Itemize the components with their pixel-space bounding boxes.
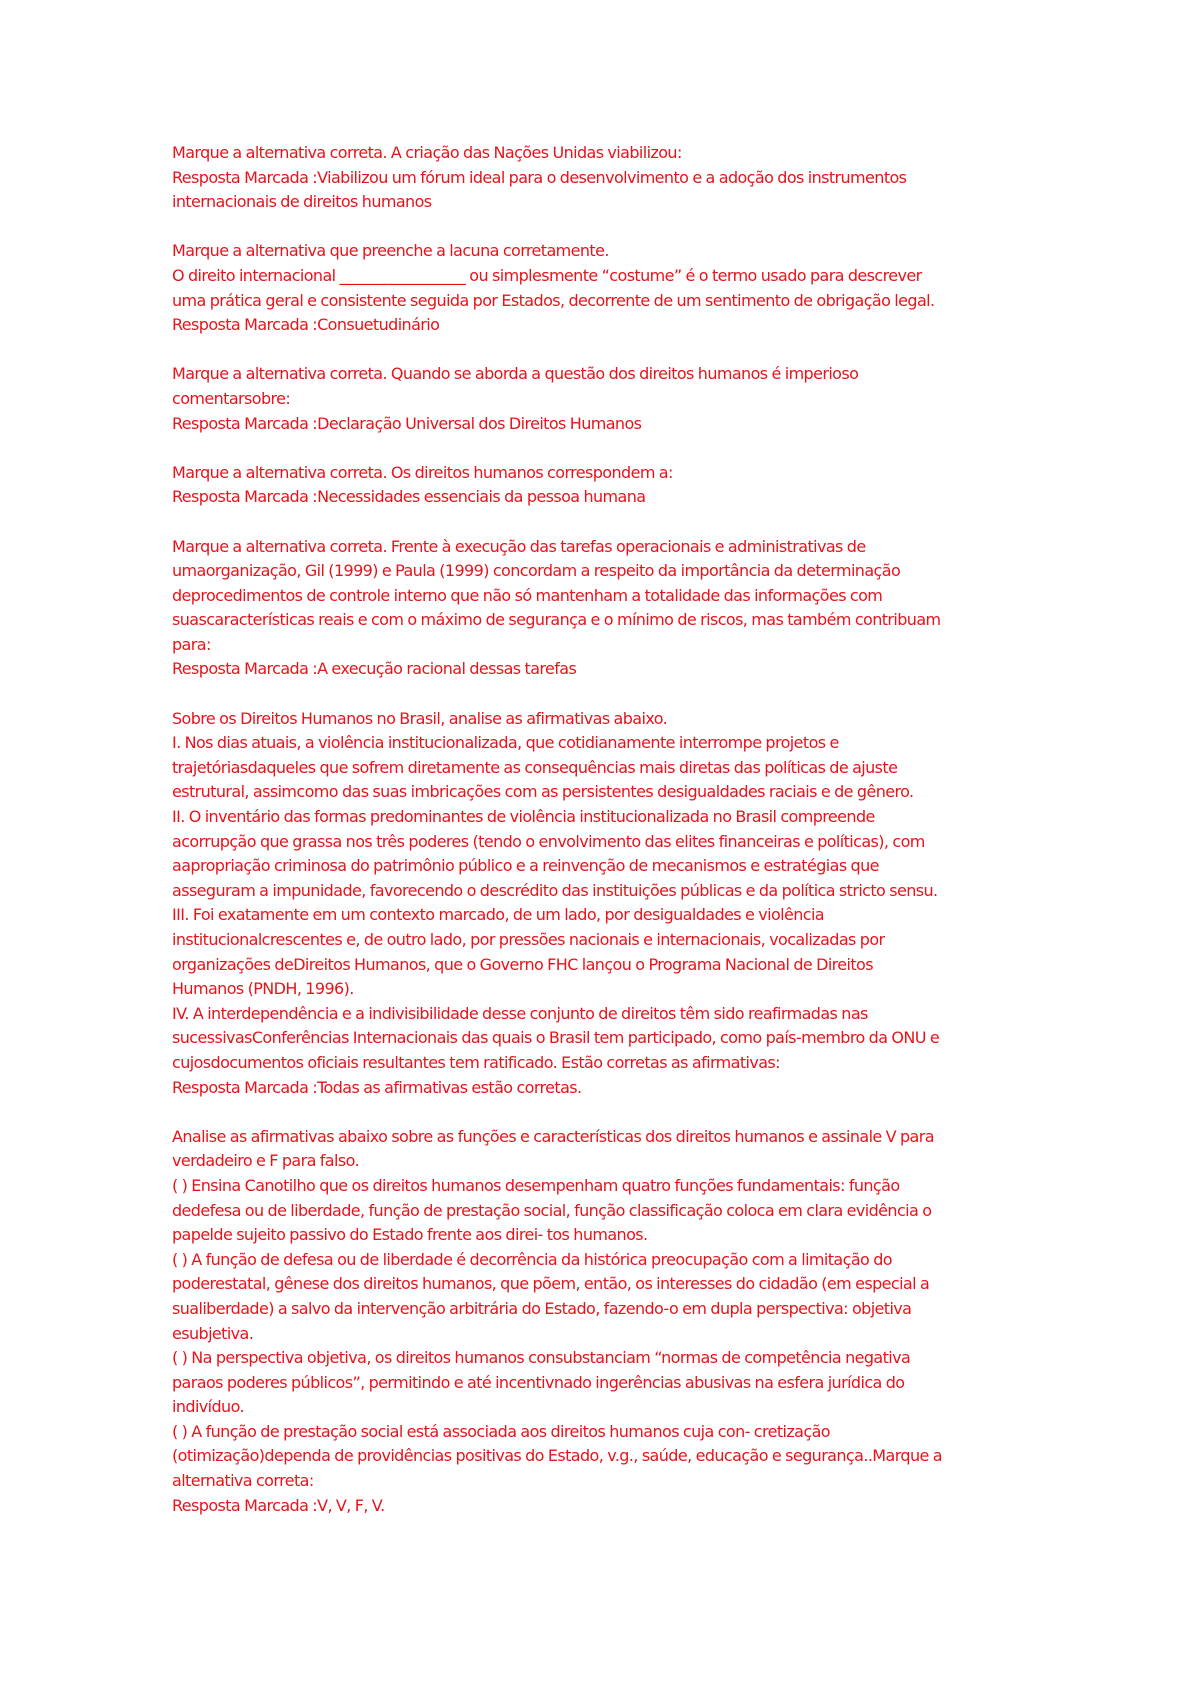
- document-page: [172, 141, 1040, 1518]
- statement-1: papelde sujeito passivo do Estado frente aos direi- tos humanos.: [172, 1225, 648, 1245]
- question-text: suascaracterísticas reais e com o máximo de segurança e o mínimo de riscos, mas também contribuam: [172, 610, 941, 630]
- statement-2: esubjetiva.: [172, 1323, 254, 1343]
- statement-4: (otimização)dependa de providências positivas do Estado, v.g., saúde, educação e segurança..Marque a: [172, 1446, 942, 1466]
- marked-answer: Resposta Marcada :A execução racional dessas tarefas: [172, 659, 577, 679]
- statement-3: ( ) Na perspectiva objetiva, os direitos humanos consubstanciam “normas de competência negativa: [172, 1348, 911, 1368]
- statement-2: sualiberdade) a salvo da intervenção arbitrária do Estado, fazendo-o em dupla perspectiva: objetiva: [172, 1298, 912, 1318]
- question-text: Marque a alternativa correta. Os direitos humanos correspondem a:: [172, 462, 673, 482]
- marked-answer: Resposta Marcada :Declaração Universal dos Direitos Humanos: [172, 413, 642, 433]
- statement-4: ( ) A função de prestação social está associada aos direitos humanos cuja con- cretização: [172, 1421, 830, 1441]
- statement-iii: institucionalcrescentes e, de outro lado, por pressões nacionais e internacionais, vocalizadas por: [172, 930, 885, 949]
- question-text: uma prática geral e consistente seguida por Estados, decorrente de um sentimento de obrigação legal.: [172, 290, 935, 310]
- question-block-4: [172, 461, 1040, 510]
- question-text: Marque a alternativa correta. A criação das Nações Unidas viabilizou:: [172, 143, 682, 162]
- statement-3: indivíduo.: [172, 1397, 244, 1417]
- statement-i: estrutural, assimcomo das suas imbricações com as persistentes desigualdades raciais e de gênero.: [172, 782, 914, 802]
- question-block-5: [172, 535, 1040, 683]
- block-spacer: [172, 510, 1040, 535]
- question-block-3: [172, 362, 1040, 436]
- question-text: O direito internacional _________________ ou simplesmente “costume” é o termo usado para descrever: [172, 265, 922, 285]
- question-text: Marque a alternativa correta. Quando se aborda a questão dos direitos humanos é imperioso: [172, 364, 859, 384]
- question-block-6: [172, 707, 1040, 1101]
- question-text: alternativa correta:: [172, 1471, 314, 1491]
- statement-ii: asseguram a impunidade, favorecendo o descrédito das instituições públicas e da política stricto sensu.: [172, 880, 938, 900]
- question-text: Marque a alternativa que preenche a lacuna corretamente.: [172, 241, 609, 261]
- statement-1: ( ) Ensina Canotilho que os direitos humanos desempenham quatro funções fundamentais: função: [172, 1175, 900, 1195]
- statement-1: dedefesa ou de liberdade, função de prestação social, função classificação coloca em clara evidência o: [172, 1200, 932, 1220]
- statement-iii: Humanos (PNDH, 1996).: [172, 979, 354, 999]
- marked-answer-continued: internacionais de direitos humanos: [172, 192, 432, 212]
- block-spacer: [172, 436, 1040, 461]
- question-text: para:: [172, 634, 211, 654]
- question-block-7: [172, 1125, 1040, 1519]
- statement-ii: aapropriação criminosa do patrimônio público e a reinvenção de mecanismos e estratégias que: [172, 856, 879, 876]
- block-spacer: [172, 338, 1040, 363]
- question-text: Analise as afirmativas abaixo sobre as funções e características dos direitos humanos e assinale V para: [172, 1126, 934, 1146]
- statement-2: poderestatal, gênese dos direitos humanos, que põem, então, os interesses do cidadão (em especial a: [172, 1274, 930, 1294]
- marked-answer: Resposta Marcada :Viabilizou um fórum ideal para o desenvolvimento e a adoção dos instrumentos: [172, 167, 907, 187]
- question-text: umaorganização, Gil (1999) e Paula (1999) concordam a respeito da importância da determinação: [172, 561, 901, 581]
- marked-answer: Resposta Marcada :V, V, F, V.: [172, 1495, 385, 1515]
- marked-answer: Resposta Marcada :Necessidades essenciais da pessoa humana: [172, 487, 646, 507]
- question-block-2: [172, 239, 1040, 337]
- statement-iv: sucessivasConferências Internacionais das quais o Brasil tem participado, como país-membro da ONU e: [172, 1028, 940, 1048]
- statement-iii: organizações deDireitos Humanos, que o Governo FHC lançou o Programa Nacional de Direitos: [172, 954, 873, 974]
- statement-iv: IV. A interdependência e a indivisibilidade desse conjunto de direitos têm sido reafirmadas nas: [172, 1003, 868, 1023]
- statement-3: paraos poderes públicos”, permitindo e até incentivnado ingerências abusivas na esfera jurídica do: [172, 1372, 905, 1392]
- statement-i: trajetóriasdaqueles que sofrem diretamente as consequências mais diretas das políticas de ajuste: [172, 757, 898, 777]
- question-text: Sobre os Direitos Humanos no Brasil, analise as afirmativas abaixo.: [172, 708, 668, 728]
- block-spacer: [172, 215, 1040, 240]
- block-spacer: [172, 1100, 1040, 1125]
- statement-ii: acorrupção que grassa nos três poderes (tendo o envolvimento das elites financeiras e políticas), com: [172, 831, 925, 851]
- statement-iii: III. Foi exatamente em um contexto marcado, de um lado, por desigualdades e violência: [172, 905, 825, 925]
- statement-ii: II. O inventário das formas predominantes de violência institucionalizada no Brasil compreende: [172, 807, 875, 827]
- question-block-1: [172, 141, 1040, 215]
- marked-answer: Resposta Marcada :Consuetudinário: [172, 315, 440, 335]
- question-text: comentarsobre:: [172, 388, 291, 408]
- marked-answer: Resposta Marcada :Todas as afirmativas estão corretas.: [172, 1077, 582, 1097]
- question-text: Marque a alternativa correta. Frente à execução das tarefas operacionais e administrativas de: [172, 536, 866, 556]
- block-spacer: [172, 682, 1040, 707]
- statement-2: ( ) A função de defesa ou de liberdade é decorrência da histórica preocupação com a limitação do: [172, 1249, 892, 1269]
- statement-i: I. Nos dias atuais, a violência institucionalizada, que cotidianamente interrompe projetos e: [172, 733, 839, 753]
- statement-iv: cujosdocumentos oficiais resultantes tem ratificado. Estão corretas as afirmativas:: [172, 1052, 780, 1072]
- question-text: verdadeiro e F para falso.: [172, 1151, 359, 1171]
- question-text: deprocedimentos de controle interno que não só mantenham a totalidade das informações com: [172, 585, 883, 605]
